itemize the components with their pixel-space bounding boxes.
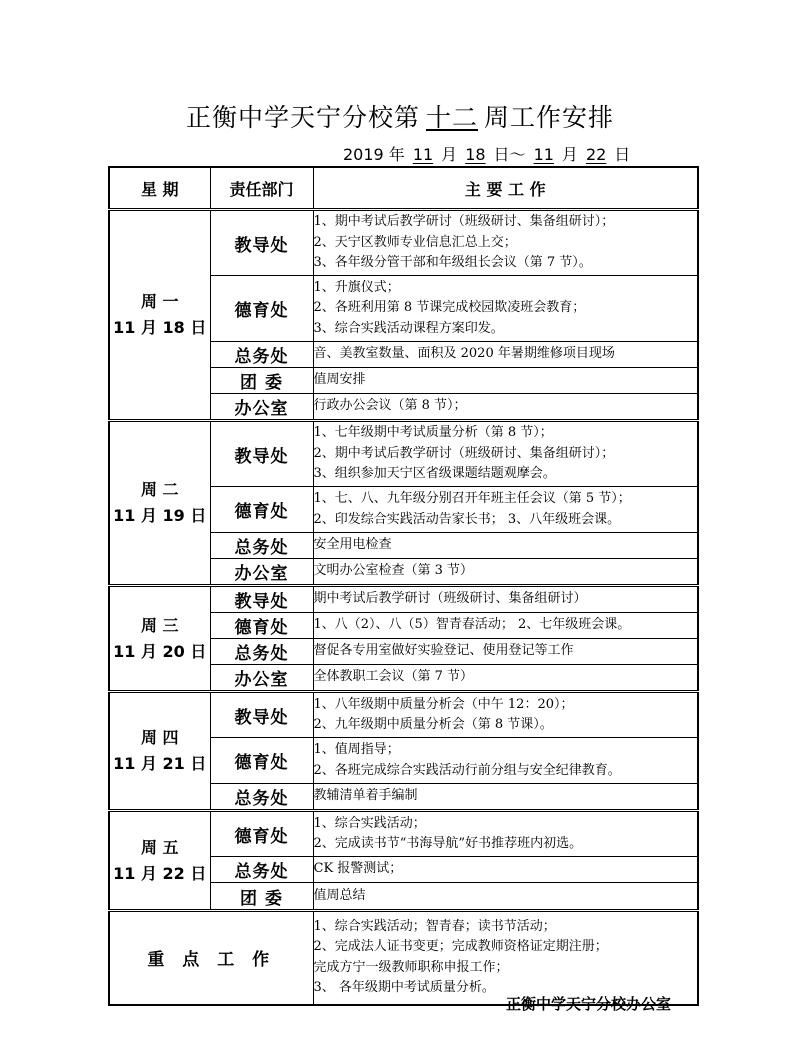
work-cell bbox=[313, 586, 698, 613]
weekday-cell bbox=[109, 210, 210, 421]
work-cell bbox=[313, 394, 698, 421]
table-row bbox=[109, 692, 698, 738]
weekday-cell bbox=[109, 811, 210, 911]
schedule-body bbox=[109, 210, 698, 1005]
work-cell bbox=[313, 559, 698, 586]
work-cell bbox=[313, 883, 698, 911]
dept-cell: 教导处 bbox=[210, 421, 313, 487]
work-cell bbox=[313, 811, 698, 857]
start-day: 18 bbox=[465, 145, 486, 164]
work-item: 1、八年级期中质量分析会（中午 12：20）； bbox=[313, 696, 574, 712]
date-range: 2019 年 11 月 18 日～ 11 月 22 日 bbox=[343, 145, 631, 164]
weekday-cell bbox=[109, 421, 210, 586]
key-work-cell bbox=[313, 911, 698, 1005]
work-cell bbox=[313, 692, 698, 738]
column-header-work: 主 要 工 作 bbox=[313, 167, 698, 210]
work-item: 教辅清单着手编制 bbox=[313, 788, 418, 804]
weekday-date: 11 月 20 日 bbox=[113, 641, 207, 661]
work-cell bbox=[313, 276, 698, 342]
key-work-item: 完成方宁一级教师职称申报工作； bbox=[313, 959, 509, 975]
table-row bbox=[109, 811, 698, 857]
dept-cell: 德育处 bbox=[210, 487, 313, 533]
work-cell bbox=[313, 368, 698, 394]
work-cell bbox=[313, 421, 698, 487]
dept-cell: 办公室 bbox=[210, 559, 313, 586]
work-item: 督促各专用室做好实验登记、使用登记等工作 bbox=[313, 643, 574, 659]
column-header-dept: 责任部门 bbox=[210, 167, 313, 210]
weekday-label: 周 五 bbox=[140, 837, 179, 857]
dept-cell: 教导处 bbox=[210, 586, 313, 613]
work-item: 1、值周指导； bbox=[313, 742, 400, 757]
work-cell bbox=[313, 533, 698, 559]
footer-org: 正衡中学天宁分校办公室 bbox=[506, 995, 672, 1013]
dept-cell: 办公室 bbox=[210, 394, 313, 421]
weekday-date: 11 月 19 日 bbox=[113, 506, 207, 525]
work-item: 1、综合实践活动； bbox=[313, 815, 426, 831]
dept-cell: 总务处 bbox=[210, 639, 313, 665]
work-item: 安全用电检查 bbox=[313, 537, 392, 553]
work-item: 全体教职工会议（第 7 节） bbox=[313, 669, 474, 685]
schedule-table bbox=[108, 166, 699, 1006]
weekday-label: 周 二 bbox=[140, 480, 179, 499]
end-month: 11 bbox=[533, 145, 554, 164]
weekday-label: 周 四 bbox=[140, 728, 179, 747]
dept-cell: 团 委 bbox=[210, 368, 313, 394]
dept-cell: 总务处 bbox=[210, 784, 313, 811]
work-cell bbox=[313, 639, 698, 665]
work-item: 1、七、八、九年级分别召开年班主任会议（第 5 节）； bbox=[313, 491, 631, 506]
work-item: 2、九年级期中质量分析会（第 8 节课）。 bbox=[313, 717, 553, 732]
weekday-cell bbox=[109, 692, 210, 811]
week-number: 十二 bbox=[425, 103, 478, 132]
work-item: 2、天宁区教师专业信息汇总上交； bbox=[313, 234, 517, 250]
weekday-date: 11 月 18 日 bbox=[113, 318, 207, 337]
work-cell bbox=[313, 342, 698, 368]
work-item: 3、综合实践活动课程方案印发。 bbox=[313, 320, 504, 336]
work-item: 行政办公会议（第 8 节）； bbox=[313, 398, 467, 414]
key-work-item: 2、完成法人证书变更；完成教师资格证定期注册； bbox=[313, 939, 608, 955]
weekday-date: 11 月 21 日 bbox=[113, 754, 207, 773]
work-item: 2、印发综合实践活动告家长书； 3、八年级班会课。 bbox=[313, 511, 621, 527]
work-item: 3、组织参加天宁区省级课题结题观摩会。 bbox=[313, 466, 556, 482]
work-cell bbox=[313, 738, 698, 784]
work-item: 文明办公室检查（第 3 节） bbox=[313, 563, 474, 579]
work-cell bbox=[313, 210, 698, 276]
work-item: 1、七年级期中考试质量分析（第 8 节）； bbox=[313, 425, 553, 441]
column-header-day: 星 期 bbox=[109, 167, 210, 210]
table-row bbox=[109, 421, 698, 487]
work-item: 1、期中考试后教学研讨（班级研讨、集备组研讨）； bbox=[313, 214, 615, 230]
weekday-date: 11 月 22 日 bbox=[113, 863, 207, 883]
start-month: 11 bbox=[412, 145, 434, 164]
table-row bbox=[109, 586, 698, 613]
key-work-label: 重 点 工 作 bbox=[109, 911, 313, 1005]
work-item: 1、升旗仪式； bbox=[313, 279, 400, 295]
work-cell bbox=[313, 487, 698, 533]
work-item: 音、美教室数量、面积及 2020 年暑期维修项目现场 bbox=[313, 346, 615, 362]
work-item: 2、各班利用第 8 节课完成校园欺凌班会教育； bbox=[313, 300, 586, 316]
work-cell bbox=[313, 613, 698, 639]
dept-cell: 总务处 bbox=[210, 342, 313, 368]
key-work-item: 1、综合实践活动；智青春；读书节活动； bbox=[313, 918, 556, 934]
work-cell bbox=[313, 857, 698, 883]
dept-cell: 总务处 bbox=[210, 857, 313, 883]
weekday-label: 周 一 bbox=[140, 292, 179, 311]
page-title: 正衡中学天宁分校第 十二 周工作安排 bbox=[185, 103, 615, 132]
work-cell bbox=[313, 665, 698, 692]
weekday-label: 周 三 bbox=[140, 615, 179, 635]
key-work-row bbox=[109, 911, 698, 1005]
work-cell bbox=[313, 784, 698, 811]
work-item: 值周总结 bbox=[313, 887, 366, 903]
dept-cell: 总务处 bbox=[210, 533, 313, 559]
end-day: 22 bbox=[585, 145, 607, 164]
work-item: 值周安排 bbox=[313, 372, 366, 388]
dept-cell: 团 委 bbox=[210, 883, 313, 911]
dept-cell: 德育处 bbox=[210, 811, 313, 857]
key-work-item: 3、 各年级期中考试质量分析。 bbox=[313, 980, 495, 996]
work-item: 3、各年级分管干部和年级组长会议（第 7 节）。 bbox=[313, 255, 592, 271]
dept-cell: 办公室 bbox=[210, 665, 313, 692]
dept-cell: 德育处 bbox=[210, 613, 313, 639]
work-item: 期中考试后教学研讨（班级研讨、集备组研讨） bbox=[313, 591, 587, 607]
work-item: 2、期中考试后教学研讨（班级研讨、集备组研讨）； bbox=[313, 445, 615, 461]
dept-cell: 教导处 bbox=[210, 210, 313, 276]
dept-cell: 教导处 bbox=[210, 692, 313, 738]
weekday-cell bbox=[109, 586, 210, 692]
work-item: CK 报警测试； bbox=[313, 861, 403, 877]
table-row bbox=[109, 210, 698, 276]
work-item: 2、各班完成综合实践活动行前分组与安全纪律教育。 bbox=[313, 762, 621, 778]
dept-cell: 德育处 bbox=[210, 276, 313, 342]
work-item: 2、完成读书节“书海导航”好书推荐班内初选。 bbox=[313, 836, 583, 851]
work-item: 1、八（2）、八（5）智青春活动； 2、七年级班会课。 bbox=[313, 617, 631, 633]
table-header-row bbox=[109, 167, 698, 210]
dept-cell: 德育处 bbox=[210, 738, 313, 784]
